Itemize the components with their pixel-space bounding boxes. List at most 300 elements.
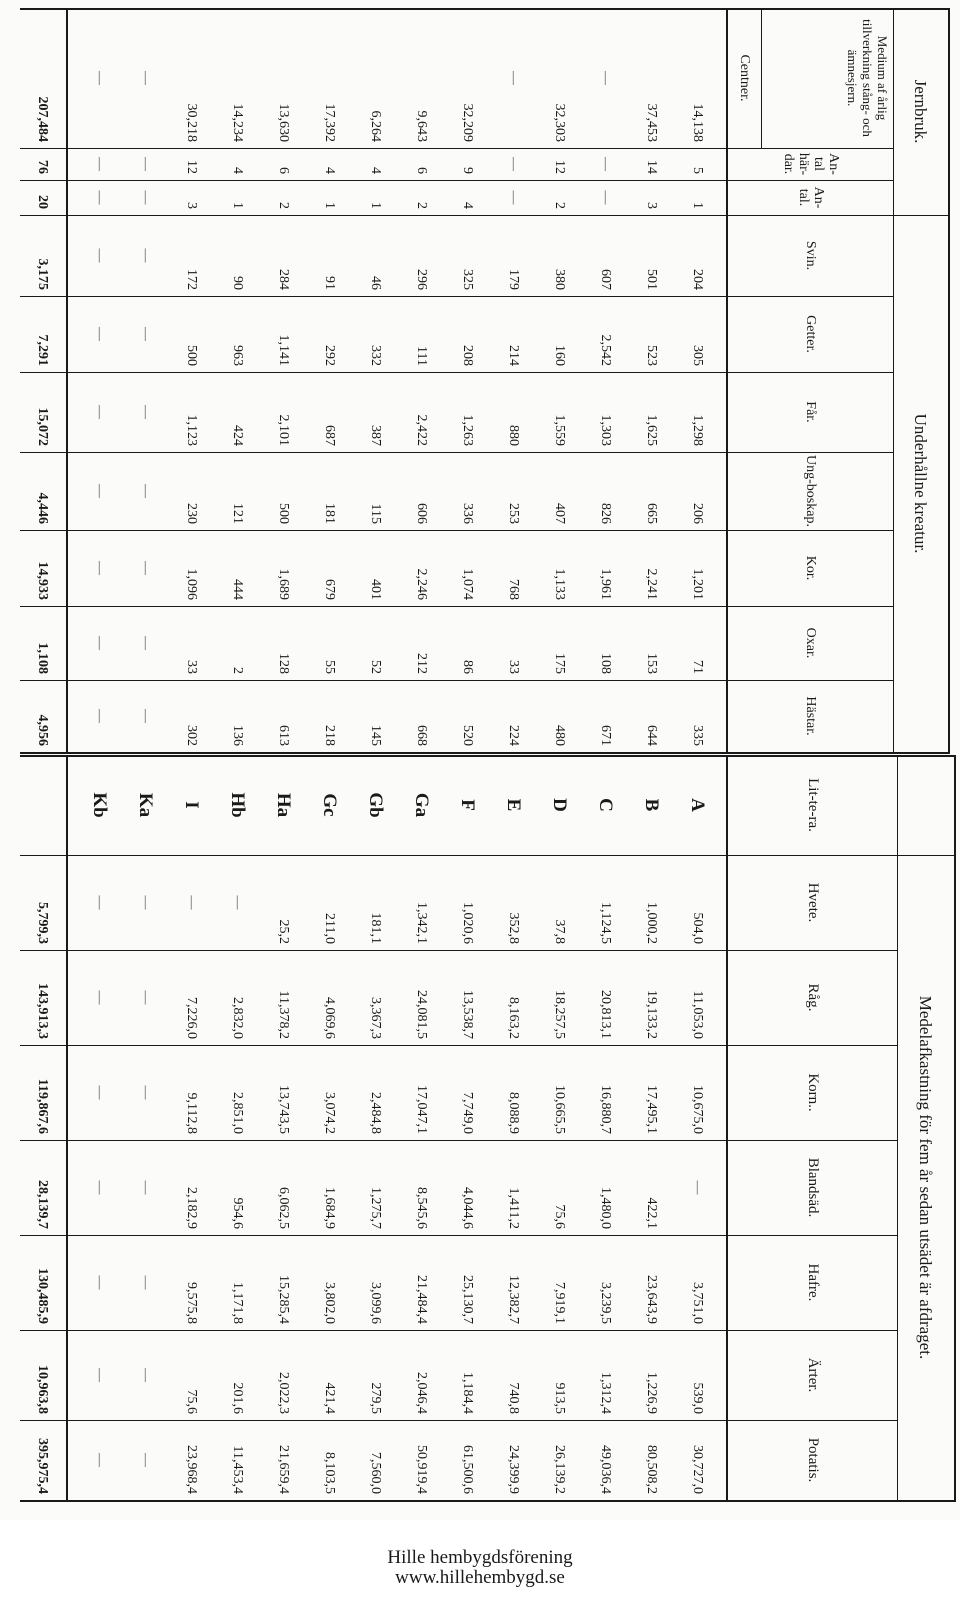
stock-cell: 1,303 [598, 414, 613, 446]
stock-cell: 606 [414, 503, 429, 524]
stock-cell: 128 [276, 653, 291, 674]
stock-cell: 1 [368, 202, 383, 209]
yield-cell: 11,053,0 [690, 990, 705, 1039]
stock-cell: 292 [322, 345, 337, 366]
stock-cell: 14,138 [690, 103, 705, 142]
yield-total: 143,913,3 [35, 983, 50, 1039]
stock-cell: 1 [322, 202, 337, 209]
stock-cell: — [138, 248, 153, 263]
row-letter: Kb [89, 792, 110, 818]
stock-cell: 1,133 [552, 568, 567, 600]
stock-total: 7,291 [35, 334, 50, 366]
yield-cell: 8,088,9 [506, 1092, 521, 1134]
stock-cell: 302 [184, 725, 199, 746]
yield-cell: 10,675,0 [690, 1085, 705, 1134]
yield-cell: 1,342,1 [414, 902, 429, 944]
yield-cell: 6,062,5 [276, 1187, 291, 1229]
yield-total: 5,799,3 [35, 902, 50, 944]
stock-cell: 768 [506, 579, 521, 600]
yield-col-header: Hvete. [805, 882, 822, 923]
yield-cell: 7,749,0 [460, 1092, 475, 1134]
yield-col-header: Råg. [805, 983, 822, 1012]
stock-cell: 424 [230, 425, 245, 446]
yield-cell: 1,275,7 [368, 1187, 383, 1229]
stock-cell: 1,096 [184, 568, 199, 600]
yield-title: Medelafkastning för fem år sedan utsädet är afdraget. [916, 995, 936, 1360]
yield-cell: 17,047,1 [414, 1085, 429, 1134]
stock-cell: — [506, 157, 521, 171]
stock-cell: 115 [368, 503, 383, 524]
yield-cell: 1,184,4 [460, 1372, 475, 1414]
yield-cell: — [138, 1453, 153, 1467]
yield-cell: 1,020,6 [460, 902, 475, 944]
stock-cell: 175 [552, 653, 567, 674]
stock-cell: 523 [644, 345, 659, 366]
yield-cell: 2,022,3 [276, 1372, 291, 1414]
yield-cell: 8,103,5 [322, 1452, 337, 1494]
yield-cell: 80,508,2 [644, 1445, 659, 1494]
stock-col-header: Getter. [803, 315, 819, 353]
stock-total: 4,446 [35, 492, 50, 524]
yield-cell: 18,257,5 [552, 990, 567, 1039]
yield-cell: 181,1 [368, 912, 383, 944]
stock-cell: 111 [414, 346, 429, 366]
stock-cell: 3 [184, 202, 199, 209]
yield-cell: 50,919,4 [414, 1445, 429, 1494]
yield-cell: 1,684,9 [322, 1187, 337, 1229]
row-letter: I [181, 801, 202, 809]
yield-cell: 7,560,0 [368, 1452, 383, 1494]
stock-cell: 387 [368, 425, 383, 446]
stock-cell: 644 [644, 725, 659, 746]
stock-col-header: An-tal här-dar. [781, 152, 841, 176]
row-letter: Ha [273, 792, 294, 818]
yield-cell: 13,538,7 [460, 990, 475, 1039]
stock-cell: 224 [506, 725, 521, 746]
yield-col-header: Hafre. [805, 1263, 822, 1302]
stock-cell: 284 [276, 269, 291, 290]
stock-cell: — [92, 636, 107, 650]
stock-cell: 480 [552, 725, 567, 746]
stock-right-rule [20, 752, 950, 754]
row-letter: E [503, 798, 524, 812]
yield-cell: 61,500,6 [460, 1445, 475, 1494]
yield-cell: — [230, 895, 245, 910]
yield-cell: 2,182,9 [184, 1187, 199, 1229]
stock-cell: — [92, 405, 107, 419]
stock-cell: 32,303 [552, 103, 567, 142]
stock-cell: 1,961 [598, 568, 613, 600]
stock-cell: — [92, 484, 107, 498]
footer-association: Hille hembygdsförening [387, 1547, 573, 1568]
yield-cell: 3,239,5 [598, 1282, 613, 1324]
stock-total: 3,175 [35, 258, 50, 290]
row-letter: C [595, 798, 616, 812]
stock-col-header: Svin. [803, 240, 819, 271]
stock-cell: 1,263 [460, 414, 475, 446]
stock-cell: 2,101 [276, 414, 291, 446]
stock-col-header: Får. [803, 401, 819, 423]
yield-cell: 2,851,0 [230, 1092, 245, 1134]
yield-cell: 7,226,0 [184, 997, 199, 1039]
yield-cell: 913,5 [552, 1382, 567, 1414]
stock-cell: 160 [552, 345, 567, 366]
yield-cell: 25,130,7 [460, 1275, 475, 1324]
stock-cell: 1,201 [690, 568, 705, 600]
yield-cell: 49,036,4 [598, 1445, 613, 1494]
stock-cell: — [92, 327, 107, 341]
yield-cell: 10,665,5 [552, 1085, 567, 1134]
row-letter: Ka [135, 792, 156, 818]
yield-cell: 24,399,9 [506, 1445, 521, 1494]
yield-cell: — [138, 1368, 153, 1382]
stock-cell: — [138, 484, 153, 498]
stock-cell: — [138, 636, 153, 650]
stock-cell: 9 [460, 167, 475, 174]
yield-cell: 19,133,2 [644, 990, 659, 1039]
livestock-title: Underhållne kreatur. [911, 413, 931, 554]
yield-cell: 17,495,1 [644, 1085, 659, 1134]
stock-cell: 2 [230, 667, 245, 674]
stock-cell: 2,246 [414, 568, 429, 600]
stock-cell: 332 [368, 345, 383, 366]
stock-cell: 71 [690, 660, 705, 674]
stock-cell: 963 [230, 345, 245, 366]
stock-cell: 172 [184, 269, 199, 290]
yield-cell: 1,171,8 [230, 1282, 245, 1324]
yield-cell: — [138, 1085, 153, 1100]
stock-cell: 153 [644, 653, 659, 674]
stock-cell: 607 [598, 269, 613, 290]
stock-cell: 33 [506, 660, 521, 674]
centner-label: Centner. [737, 54, 753, 102]
yield-total: 10,963,8 [35, 1365, 50, 1414]
stock-cell: 204 [690, 269, 705, 290]
yield-cell: 352,8 [506, 912, 521, 944]
stock-cell: 1,559 [552, 414, 567, 446]
stock-cell: 9,643 [414, 110, 429, 142]
yield-cell: 26,139,2 [552, 1445, 567, 1494]
yield-cell: 21,484,4 [414, 1275, 429, 1324]
stock-total: 76 [35, 160, 50, 174]
stock-cell: — [598, 157, 613, 171]
stock-cell: 86 [460, 660, 475, 674]
stock-cell: 679 [322, 579, 337, 600]
yield-cell: — [184, 895, 199, 910]
yield-col-header: Korn.. [805, 1073, 822, 1112]
yield-cell: 2,484,8 [368, 1092, 383, 1134]
row-letter: D [549, 798, 570, 812]
yield-cell: 3,802,0 [322, 1282, 337, 1324]
stock-cell: 6 [414, 167, 429, 174]
yield-cell: 504,0 [690, 912, 705, 944]
yield-cell: 954,6 [230, 1197, 245, 1229]
stock-cell: 37,453 [644, 103, 659, 142]
stock-cell: 214 [506, 345, 521, 366]
stock-col-header: Hästar. [803, 696, 819, 736]
yield-total: 28,139,7 [35, 1180, 50, 1229]
stock-col-header: Kor. [803, 555, 819, 581]
stock-cell: 2 [552, 202, 567, 209]
stock-cell: 401 [368, 579, 383, 600]
stock-cell: 2,542 [598, 334, 613, 366]
yield-cell: 422,1 [644, 1197, 659, 1229]
yield-cell: 8,163,2 [506, 997, 521, 1039]
stock-total: 14,933 [35, 561, 50, 600]
stock-cell: 520 [460, 725, 475, 746]
stock-cell: 407 [552, 503, 567, 524]
yield-cell: 9,575,8 [184, 1282, 199, 1324]
stock-cell: 212 [414, 653, 429, 674]
yield-cell: 21,659,4 [276, 1445, 291, 1494]
yield-cell: — [92, 1368, 107, 1382]
stock-cell: 2,241 [644, 568, 659, 600]
stock-cell: 1,625 [644, 414, 659, 446]
stock-cell: 108 [598, 653, 613, 674]
stock-cell: 1,123 [184, 414, 199, 446]
stock-cell: 13,630 [276, 103, 291, 142]
stock-cell: — [92, 709, 107, 723]
yield-cell: 4,069,6 [322, 997, 337, 1039]
row-letter: A [687, 798, 708, 812]
stock-cell: 208 [460, 345, 475, 366]
stock-cell: 17,392 [322, 103, 337, 142]
stock-col-header: Medium af årlig tillverkning stång- och ämnesjern. [845, 19, 890, 137]
yield-cell: 421,4 [322, 1382, 337, 1414]
stock-cell: 1,141 [276, 334, 291, 366]
stock-cell: 380 [552, 269, 567, 290]
yield-cell: 740,8 [506, 1382, 521, 1414]
stock-total: 207,484 [35, 96, 50, 142]
yield-cell: 25,2 [276, 919, 291, 944]
stock-cell: 444 [230, 579, 245, 600]
stock-cell: 501 [644, 269, 659, 290]
stock-cell: 218 [322, 725, 337, 746]
stock-cell: 2,422 [414, 414, 429, 446]
stock-cell: 179 [506, 269, 521, 290]
yield-cell: 8,545,6 [414, 1187, 429, 1229]
stock-cell: — [138, 157, 153, 171]
stock-total: 1,108 [35, 642, 50, 674]
stock-cell: 671 [598, 725, 613, 746]
stock-cell: 665 [644, 503, 659, 524]
footer [0, 1548, 960, 1588]
yield-cell: 1,000,2 [644, 902, 659, 944]
stock-cell: 6 [276, 167, 291, 174]
yield-cell: 1,312,4 [598, 1372, 613, 1414]
stock-cell: 253 [506, 503, 521, 524]
stock-col-header: Ung-boskap. [803, 455, 819, 527]
stock-total-rule [66, 8, 68, 752]
row-letter: Gb [365, 792, 386, 818]
yield-cell: 30,727,0 [690, 1445, 705, 1494]
stock-cell: 12 [184, 160, 199, 174]
yield-cell: 539,0 [690, 1382, 705, 1414]
yield-top-rule [954, 755, 956, 1500]
yield-cell: 13,743,5 [276, 1085, 291, 1134]
stock-cell: 687 [322, 425, 337, 446]
stock-cell: 305 [690, 345, 705, 366]
stock-total: 15,072 [35, 407, 50, 446]
stock-cell: — [92, 71, 107, 85]
stock-cell: 90 [230, 276, 245, 290]
yield-cell: — [92, 1085, 107, 1100]
yield-col-header: Blandsäd. [805, 1157, 822, 1218]
yield-cell: 75,6 [552, 1204, 567, 1229]
stock-cell: 6,264 [368, 110, 383, 142]
yield-cell: 12,382,7 [506, 1275, 521, 1324]
stock-cell: 4 [230, 167, 245, 174]
stock-cell: 121 [230, 503, 245, 524]
row-letter: Gc [319, 793, 340, 817]
yield-cell: 24,081,5 [414, 990, 429, 1039]
yield-cell: 15,285,4 [276, 1275, 291, 1324]
stock-cell: 136 [230, 725, 245, 746]
stock-cell: 2 [276, 202, 291, 209]
yield-cell: 1,226,9 [644, 1372, 659, 1414]
stock-cell: — [138, 190, 153, 205]
stock-cell: 1 [690, 202, 705, 209]
stock-cell: — [92, 190, 107, 205]
stock-cell: 46 [368, 276, 383, 290]
yield-cell: 3,367,3 [368, 997, 383, 1039]
stock-cell: 335 [690, 725, 705, 746]
yield-cell: — [92, 990, 107, 1005]
stock-col-header: An-tal. [796, 186, 826, 209]
yield-cell: 211,0 [322, 913, 337, 944]
yield-cell: 201,6 [230, 1382, 245, 1414]
stock-cell: 181 [322, 503, 337, 524]
yield-cell: — [92, 1275, 107, 1290]
stock-cell: 14 [644, 160, 659, 174]
yield-total: 395,975,4 [35, 1438, 50, 1494]
stock-col-header: Oxar. [803, 627, 819, 659]
footer-website[interactable]: www.hillehembygd.se [395, 1567, 565, 1588]
stock-cell: — [506, 71, 521, 85]
stock-cell: 52 [368, 660, 383, 674]
yield-cell: 37,8 [552, 919, 567, 944]
yield-cell: 7,919,1 [552, 1282, 567, 1324]
stock-cell: 5 [690, 167, 705, 174]
stock-cell: 55 [322, 660, 337, 674]
stock-cell: 1 [230, 202, 245, 209]
stock-cell: 32,209 [460, 103, 475, 142]
yield-cell: 23,643,9 [644, 1275, 659, 1324]
yield-cell: — [690, 1180, 705, 1195]
stock-cell: 296 [414, 269, 429, 290]
yield-total-rule [66, 755, 68, 1500]
stock-cell: 880 [506, 425, 521, 446]
stock-cell: 230 [184, 503, 199, 524]
stock-cell: 2 [414, 202, 429, 209]
yield-cell: 1,124,5 [598, 902, 613, 944]
stock-top-rule [948, 8, 950, 752]
stock-cell: — [92, 561, 107, 575]
stock-cell: 206 [690, 503, 705, 524]
yield-cell: 11,453,4 [230, 1445, 245, 1494]
row-letter: Hb [227, 792, 248, 818]
yield-col-header: Potatis. [805, 1437, 822, 1483]
stock-cell: — [138, 405, 153, 419]
yield-col-header: Ärter. [805, 1357, 822, 1393]
yield-cell: — [92, 1453, 107, 1467]
yield-cell: 3,751,0 [690, 1282, 705, 1324]
yield-cell: 2,046,4 [414, 1372, 429, 1414]
yield-cell: — [138, 895, 153, 910]
stock-cell: — [92, 157, 107, 171]
stock-cell: 4 [368, 167, 383, 174]
stock-cell: — [138, 709, 153, 723]
yield-cell: 1,411,2 [506, 1187, 521, 1229]
stock-cell: — [138, 561, 153, 575]
yield-cell: 23,968,4 [184, 1445, 199, 1494]
stock-cell: — [92, 248, 107, 263]
stock-cell: 33 [184, 660, 199, 674]
yield-total: 130,485,9 [35, 1268, 50, 1324]
stock-cell: 14,234 [230, 103, 245, 142]
stock-cell: 4 [460, 202, 475, 209]
stock-cell: 4 [322, 167, 337, 174]
stock-cell: 336 [460, 503, 475, 524]
yield-total: 119,867,6 [35, 1078, 50, 1134]
stock-cell: 30,218 [184, 103, 199, 142]
letter-header: Lit-te-ra. [805, 778, 822, 832]
yield-cell: — [138, 990, 153, 1005]
yield-cell: 3,099,6 [368, 1282, 383, 1324]
stock-total: 20 [35, 195, 50, 209]
stock-cell: — [138, 71, 153, 85]
ironworks-title: Jernbruk. [911, 79, 931, 144]
yield-cell: 279,5 [368, 1382, 383, 1414]
yield-cell: 1,480,0 [598, 1187, 613, 1229]
stock-cell: 500 [184, 345, 199, 366]
yield-cell: — [138, 1180, 153, 1195]
row-letter: B [641, 798, 662, 812]
yield-cell: 20,813,1 [598, 990, 613, 1039]
stock-cell: — [598, 190, 613, 205]
stock-cell: 1,689 [276, 568, 291, 600]
stock-cell: 826 [598, 503, 613, 524]
stock-total: 4,956 [35, 714, 50, 746]
stock-cell: — [598, 71, 613, 85]
stock-cell: 613 [276, 725, 291, 746]
yield-cell: 4,044,6 [460, 1187, 475, 1229]
row-letter: F [457, 799, 478, 811]
stock-cell: 1,298 [690, 414, 705, 446]
stock-cell: — [506, 190, 521, 205]
yield-cell: 75,6 [184, 1389, 199, 1414]
yield-cell: 16,880,7 [598, 1085, 613, 1134]
stock-cell: 12 [552, 160, 567, 174]
stock-cell: 145 [368, 725, 383, 746]
stock-cell: 325 [460, 269, 475, 290]
stock-cell: 668 [414, 725, 429, 746]
yield-cell: 2,832,0 [230, 997, 245, 1039]
yield-cell: 11,378,2 [276, 990, 291, 1039]
yield-cell: — [138, 1275, 153, 1290]
stock-cell: 91 [322, 276, 337, 290]
yield-cell: — [92, 895, 107, 910]
yield-cell: 9,112,8 [184, 1092, 199, 1134]
row-letter: Ga [411, 792, 432, 818]
yield-cell: — [92, 1180, 107, 1195]
stock-cell: 500 [276, 503, 291, 524]
yield-cell: 3,074,2 [322, 1092, 337, 1134]
stock-cell: — [138, 327, 153, 341]
stock-cell: 1,074 [460, 568, 475, 600]
yield-right-rule [20, 1500, 956, 1502]
stock-cell: 3 [644, 202, 659, 209]
